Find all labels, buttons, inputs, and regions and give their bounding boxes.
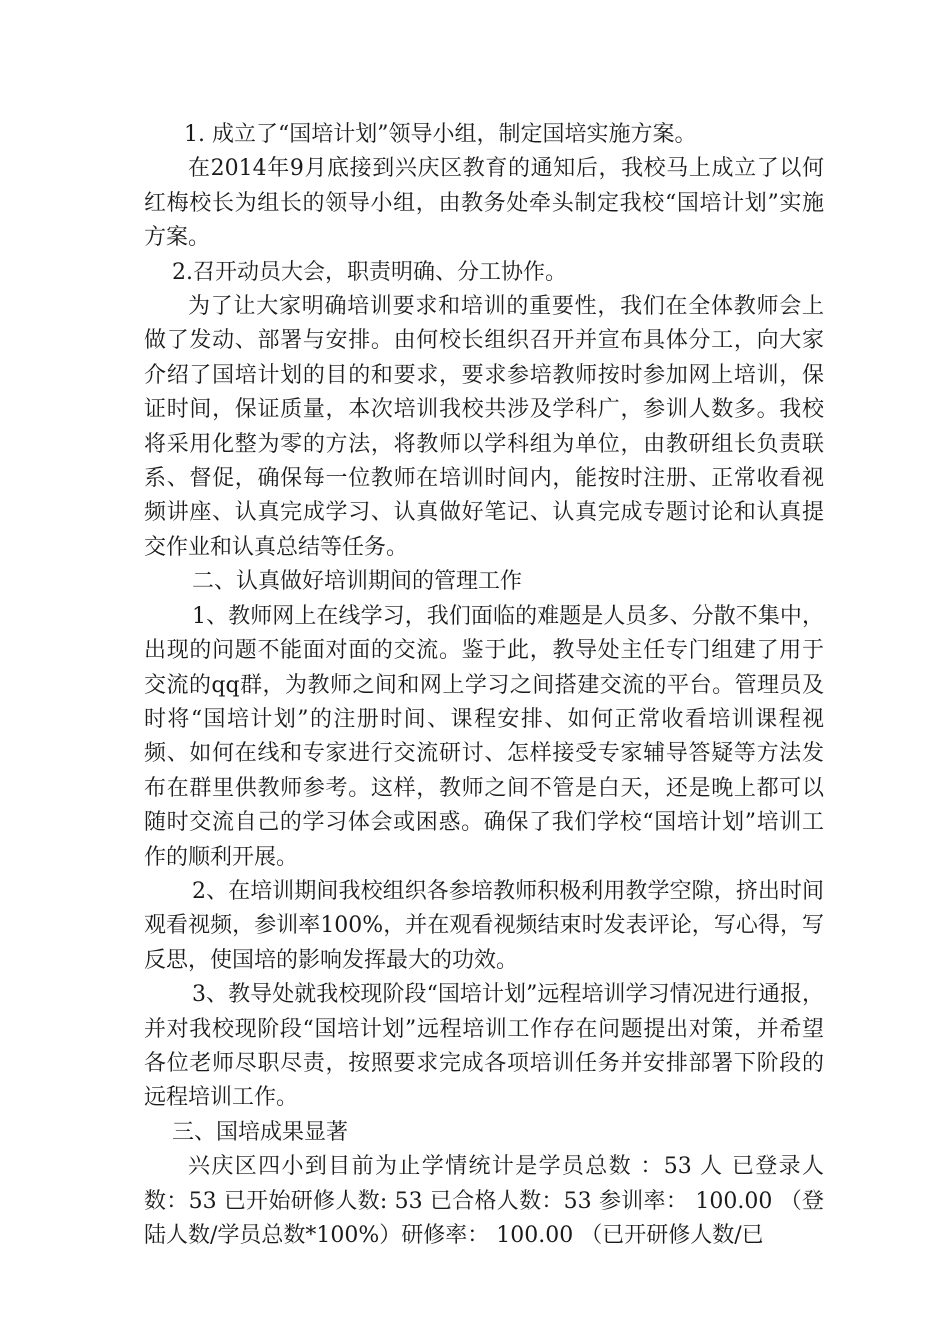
paragraph-section-2-point-2: 2、在培训期间我校组织各参培教师积极利用教学空隙，挤出时间观看视频，参训率100%，并在观看视频结束时发表评论，写心得，写反思，使国培的影响发挥最大的功效。 [144, 878, 824, 973]
paragraph-item-1: 1. 成立了“国培计划”领导小组，制定国培实施方案。 [184, 122, 697, 147]
section-heading-3: 三、国培成果显著 [172, 1119, 349, 1145]
paragraph-section-2-point-1: 1、教师网上在线学习，我们面临的难题是人员多、分散不集中，出现的问题不能面对面的交流。鉴于此，教导处主任专门组建了用于交流的qq群，为教师之间和网上学习之间搭建交流的平台。管理员及时将“国培计划”的注册时间、课程安排、如何正常收看培训课程视频、如何在线和专家进行交流研讨、怎样接受专家辅导答疑等方法发布在群里供教师参考。这样，教师之间不管是白天，还是晚上都可以随时交流自己的学习体会或困惑。确保了我们学校“国培计划”培训工作的顺利开展。 [144, 603, 824, 870]
paragraph-item-2-body: 为了让大家明确培训要求和培训的重要性，我们在全体教师会上做了发动、部署与安排。由何校长组织召开并宣布具体分工，向大家介绍了国培计划的目的和要求，要求参培教师按时参加网上培训，保证时间，保证质量，本次培训我校共涉及学科广，参训人数多。我校将采用化整为零的方法，将教师以学科组为单位，由教研组长负责联系、督促，确保每一位教师在培训时间内，能按时注册、正常收看视频讲座、认真完成学习、认真做好笔记、认真完成专题讨论和认真提交作业和认真总结等任务。 [144, 294, 824, 560]
section-heading-2: 二、认真做好培训期间的管理工作 [192, 569, 523, 595]
paragraph-section-3-stats: 兴庆区四小到目前为止学情统计是学员总数 ：53 人 已登录人数：53 已开始研修人数: 53 已合格人数：53 参训率： 100.00 （登陆人数/学员总数*100%）研修率： 100.00 （已开研修人数/已 [144, 1154, 824, 1248]
paragraph-item-2: 2.召开动员大会，职责明确、分工协作。 [172, 259, 567, 285]
document-body [144, 118, 824, 1253]
paragraph-item-1-body: 在2014年9月底接到兴庆区教育的通知后，我校马上成立了以何红梅校长为组长的领导小组，由教务处牵头制定我校“国培计划”实施方案。 [144, 156, 824, 251]
paragraph-section-2-point-3: 3、教导处就我校现阶段“国培计划”远程培训学习情况进行通报，并对我校现阶段“国培计划”远程培训工作存在问题提出对策，并希望各位老师尽职尽责，按照要求完成各项培训任务并安排部署下阶段的远程培训工作。 [144, 982, 824, 1111]
